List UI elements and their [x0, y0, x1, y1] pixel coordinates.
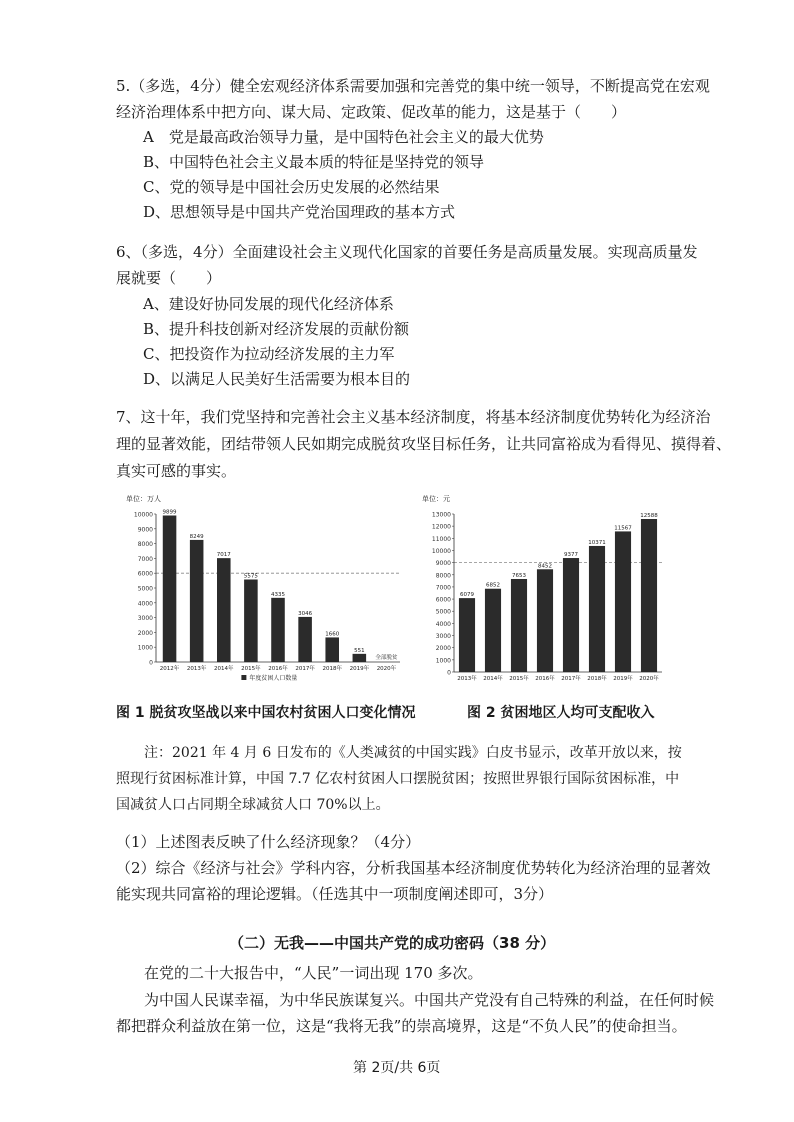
x-tick-label: 2014年 — [483, 676, 503, 682]
q6-stem-line1: 6、（多选，4分）全面建设社会主义现代化国家的首要任务是高质量发展。实现高质量发 — [116, 243, 698, 261]
x-tick-label: 2013年 — [186, 666, 207, 672]
q7-stem-line3: 真实可感的事实。 — [116, 462, 237, 480]
figure-1-caption: 图 1 脱贫攻坚战以来中国农村贫困人口变化情况 — [116, 705, 416, 721]
bar — [563, 558, 579, 672]
q5-option-d: D、思想领导是中国共产党治国理政的基本方式 — [143, 203, 456, 221]
bar — [459, 598, 475, 672]
x-tick-label: 2018年 — [322, 666, 342, 672]
data-label: 10371 — [588, 539, 606, 546]
y-tick-label: 12000 — [431, 523, 451, 531]
y-tick-label: 8000 — [435, 572, 451, 580]
q7-stem-line1: 7、这十年，我们党坚持和完善社会主义基本经济制度，将基本经济制度优势转化为经济治 — [116, 408, 711, 426]
q6-stem-line2: 展就要（ ） — [116, 269, 222, 287]
y-tick-label: 11000 — [431, 535, 451, 543]
y-tick-label: 1000 — [435, 657, 451, 665]
data-label: 5575 — [243, 573, 258, 580]
y-tick-label: 10000 — [133, 511, 153, 519]
y-tick-label: 0 — [447, 669, 451, 677]
x-tick-label: 2012年 — [159, 666, 180, 672]
bar — [325, 637, 339, 662]
y-tick-label: 10000 — [431, 547, 451, 555]
y-tick-label: 13000 — [431, 511, 451, 519]
bar — [163, 515, 177, 662]
bar — [537, 569, 553, 672]
section-2-paragraph-2-line1: 为中国人民谋幸福，为中华民族谋复兴。中国共产党没有自己特殊的利益，在任何时候 — [144, 991, 715, 1009]
page-number: 第 2页/共 6页 — [353, 1060, 441, 1076]
y-tick-label: 2000 — [137, 629, 153, 637]
y-tick-label: 9000 — [137, 526, 153, 534]
data-label: 12588 — [640, 513, 658, 520]
x-tick-label: 2017年 — [561, 676, 581, 682]
bar — [298, 617, 312, 662]
y-tick-label: 4000 — [137, 600, 153, 608]
subquestion-1: （1）上述图表反映了什么经济现象？（4分） — [116, 833, 421, 851]
q5-option-b: B、中国特色社会主义最本质的特征是坚持党的领导 — [143, 153, 485, 171]
q5-stem-line1: 5.（多选，4分）健全宏观经济体系需要加强和完善党的集中统一领导，不断提高党在宏观 — [116, 77, 710, 95]
data-label: 551 — [354, 647, 365, 654]
q5-option-a: A 党是最高政治领导力量，是中国特色社会主义的最大优势 — [143, 128, 544, 146]
q6-option-c: C、把投资作为拉动经济发展的主力军 — [143, 345, 395, 363]
figure-2-caption: 图 2 贫困地区人均可支配收入 — [467, 705, 655, 721]
bar — [353, 654, 367, 662]
x-tick-label: 2019年 — [613, 676, 633, 682]
y-tick-label: 5000 — [435, 608, 451, 616]
section-2-title: （二）无我——中国共产党的成功密码（38 分） — [229, 934, 556, 952]
y-tick-label: 8000 — [137, 541, 153, 549]
y-tick-label: 0 — [149, 659, 153, 667]
data-label: 9899 — [162, 509, 177, 516]
bar — [511, 579, 527, 672]
chart-per-capita-income — [420, 492, 670, 692]
x-tick-label: 2019年 — [349, 666, 370, 672]
y-tick-label: 1000 — [137, 644, 153, 652]
q7-stem-line2: 理的显著效能，团结带领人民如期完成脱贫攻坚目标任务，让共同富裕成为看得见、摸得着、 — [116, 435, 732, 453]
y-tick-label: 2000 — [435, 645, 451, 653]
q5-option-c: C、党的领导是中国社会历史发展的必然结果 — [143, 178, 440, 196]
data-label: 6079 — [460, 592, 474, 599]
section-2-paragraph-1: 在党的二十大报告中，“人民”一词出现 170 多次。 — [144, 964, 483, 982]
note-line1: 注：2021 年 4 月 6 日发布的《人类减贫的中国实践》白皮书显示，改革开放以来，按 — [144, 745, 682, 761]
data-label: 7653 — [512, 572, 526, 579]
y-tick-label: 5000 — [137, 585, 153, 593]
data-label: 3046 — [298, 610, 313, 617]
bar — [217, 558, 231, 662]
y-tick-label: 4000 — [435, 620, 451, 628]
y-tick-label: 7000 — [435, 584, 451, 592]
data-label: 9377 — [564, 552, 578, 559]
data-label: 8452 — [538, 563, 552, 570]
x-tick-label: 2016年 — [268, 666, 288, 672]
data-label: 8249 — [189, 533, 204, 540]
x-tick-label: 2015年 — [509, 676, 529, 682]
note-line3: 国减贫人口占同期全球减贫人口 70%以上。 — [116, 797, 390, 813]
x-tick-label: 2020年 — [639, 676, 659, 682]
subquestion-2-line1: （2）综合《经济与社会》学科内容，分析我国基本经济制度优势转化为经济治理的显著效 — [116, 859, 711, 877]
bar — [271, 598, 285, 662]
data-label: 7017 — [216, 552, 231, 559]
bar — [641, 519, 657, 672]
q5-stem-line2: 经济治理体系中把方向、谋大局、定政策、促改革的能力，这是基于（ ） — [116, 103, 627, 121]
x-tick-label: 2018年 — [587, 676, 607, 682]
x-tick-label: 2013年 — [457, 676, 477, 682]
bar — [589, 546, 605, 672]
y-tick-label: 7000 — [137, 555, 153, 563]
subquestion-2-line2: 能实现共同富裕的理论逻辑。（任选其中一项制度阐述即可，3分） — [116, 885, 554, 903]
x-tick-label: 2014年 — [214, 666, 234, 672]
x-tick-label: 2015年 — [241, 666, 261, 672]
x-tick-label: 2017年 — [295, 666, 315, 672]
data-label: 11567 — [614, 525, 632, 532]
chart-ylabel: 单位：万人 — [126, 495, 161, 503]
y-tick-label: 6000 — [137, 570, 153, 578]
note-line2: 照现行贫困标准计算，中国 7.7 亿农村贫困人口摆脱贫困；按照世界银行国际贫困标准，中 — [116, 771, 680, 787]
legend-label: 年度贫困人口数量 — [249, 675, 298, 682]
data-label: 1660 — [325, 631, 340, 638]
data-label: 全部脱贫 — [375, 655, 398, 661]
data-label: 4335 — [271, 591, 285, 598]
bar — [244, 579, 258, 662]
chart-ylabel: 单位：元 — [422, 495, 450, 503]
y-tick-label: 3000 — [137, 615, 153, 623]
legend-swatch — [241, 675, 246, 680]
section-2-paragraph-2-line2: 都把群众利益放在第一位，这是“我将无我”的崇高境界，这是“不负人民”的使命担当。 — [116, 1017, 687, 1035]
x-tick-label: 2020年 — [376, 666, 397, 672]
chart-poverty-population — [124, 492, 414, 692]
bar — [615, 531, 631, 672]
q6-option-d: D、以满足人民美好生活需要为根本目的 — [143, 370, 411, 388]
x-tick-label: 2016年 — [535, 676, 555, 682]
q6-option-b: B、提升科技创新对经济发展的贡献份额 — [143, 320, 410, 338]
bar — [190, 540, 204, 662]
y-tick-label: 9000 — [435, 560, 451, 568]
q6-option-a: A、建设好协同发展的现代化经济体系 — [143, 295, 394, 313]
bar — [485, 589, 501, 672]
y-tick-label: 3000 — [435, 633, 451, 641]
y-tick-label: 6000 — [435, 596, 451, 604]
data-label: 6852 — [486, 582, 500, 589]
